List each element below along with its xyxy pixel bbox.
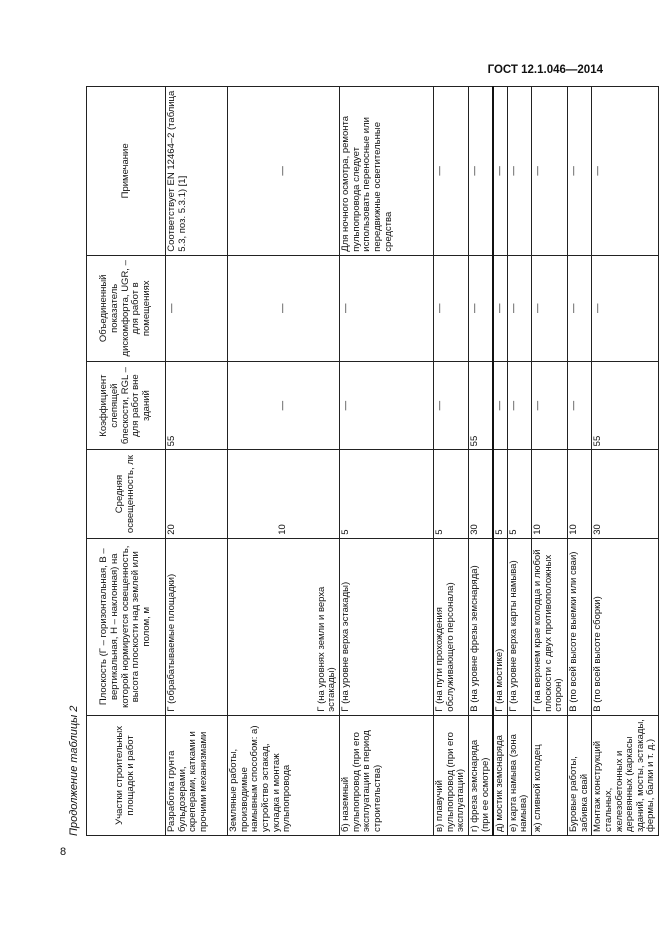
cell-ugr: — — [468, 255, 493, 361]
cell-note: — — [532, 87, 568, 256]
page-number: 8 — [60, 846, 67, 858]
cell-illuminance: 30 — [468, 450, 493, 538]
cell-glare: 55 — [166, 361, 228, 449]
cell-illuminance: 10 — [532, 450, 568, 538]
cell-plane: В (по всей высоте сборки) — [592, 538, 659, 715]
cell-ugr: — — [493, 255, 507, 361]
rotated-table-block — [68, 86, 657, 836]
cell-ugr: — — [592, 255, 659, 361]
cell-glare: — — [340, 361, 434, 449]
cell-glare: 55 — [592, 361, 659, 449]
cell-ugr: — — [340, 255, 434, 361]
cell-plane: Г (на уровнях земли и верха эстакады) — [228, 538, 340, 715]
cell-ugr: — — [532, 255, 568, 361]
table-row — [507, 87, 531, 836]
header-cell: Средняя освещенность, лк — [87, 450, 166, 538]
cell-ugr: — — [568, 255, 592, 361]
cell-area: г) фреза земснаряда (при ее осмотре) — [468, 715, 493, 835]
cell-glare: 55 — [468, 361, 493, 449]
cell-glare: — — [532, 361, 568, 449]
cell-area: д) мостик земснаряда — [493, 715, 507, 835]
cell-area: Монтаж конструкций стальных, железобетонных и деревянных (каркасы зданий, мосты, эстакады, фермы, балки и т. д.) — [592, 715, 659, 835]
cell-area: ж) сливной колодец — [532, 715, 568, 835]
cell-illuminance: 20 — [166, 450, 228, 538]
table-row — [532, 87, 568, 836]
cell-area: Буровые работы, забивка свай — [568, 715, 592, 835]
cell-note: — — [228, 87, 340, 256]
table-row — [434, 87, 469, 836]
cell-plane: Г (на мостике) — [493, 538, 507, 715]
cell-illuminance: 30 — [592, 450, 659, 538]
lighting-table — [86, 86, 659, 836]
table-row — [166, 87, 228, 836]
cell-area: е) карта намыва (зона намыва) — [507, 715, 531, 835]
table-row — [228, 87, 340, 836]
cell-area: в) плавучий пульпопровод (при его эксплуатации) — [434, 715, 469, 835]
header-cell: Объединенный показатель дискомфорта, UGR, – для работ в помещениях — [87, 255, 166, 361]
cell-illuminance: 5 — [434, 450, 469, 538]
table-row — [468, 87, 493, 836]
cell-glare: — — [228, 361, 340, 449]
table-row — [340, 87, 434, 836]
header-cell: Коэффициент слепящей блескости, RGL – для работ вне зданий — [87, 361, 166, 449]
table-row — [493, 87, 507, 836]
cell-plane: Г (на уровне верха эстакады) — [340, 538, 434, 715]
table-row — [592, 87, 659, 836]
cell-note: Соответствует EN 12464–2 (таблица 5.3, поз. 5.3.1) [1] — [166, 87, 228, 256]
table-row — [568, 87, 592, 836]
cell-glare: — — [493, 361, 507, 449]
cell-glare: — — [434, 361, 469, 449]
cell-note: — — [507, 87, 531, 256]
cell-area: Земляные работы, производимые намывным способом: а) устройство эстакад, укладка и монтаж пульпопровода — [228, 715, 340, 835]
cell-ugr: — — [166, 255, 228, 361]
table-header-row — [87, 87, 166, 836]
cell-illuminance: 5 — [507, 450, 531, 538]
cell-illuminance: 10 — [568, 450, 592, 538]
cell-plane: В (на уровне фрезы земснаряда) — [468, 538, 493, 715]
header-cell: Примечание — [87, 87, 166, 256]
cell-note: — — [434, 87, 469, 256]
cell-illuminance: 5 — [493, 450, 507, 538]
table-caption: Продолжение таблицы 2 — [68, 705, 80, 836]
cell-note: Для ночного осмотра, ремонта пульпопровода следует использовать переносные или передвижные осветительные средства — [340, 87, 434, 256]
cell-ugr: — — [228, 255, 340, 361]
cell-note: — — [493, 87, 507, 256]
cell-area: Разработка грунта бульдозерами, скреперами, катками и прочими механизмами — [166, 715, 228, 835]
cell-ugr: — — [507, 255, 531, 361]
cell-area: б) наземный пульпопровод (при его эксплуатации в период строительства) — [340, 715, 434, 835]
cell-ugr: — — [434, 255, 469, 361]
cell-glare: — — [507, 361, 531, 449]
cell-plane: Г (на уровне верха карты намыва) — [507, 538, 531, 715]
cell-plane: Г (на пути прохождения обслуживающего персонала) — [434, 538, 469, 715]
cell-note: — — [568, 87, 592, 256]
header-cell: Плоскость (Г – горизонтальная, В – вертикальная, Н – наклонная) на которой нормируется освещенность, высота плоскости над землей или полом, м — [87, 538, 166, 715]
cell-illuminance: 5 — [340, 450, 434, 538]
cell-glare: — — [568, 361, 592, 449]
cell-plane: В (по всей высоте выемки или сваи) — [568, 538, 592, 715]
cell-plane: Г (обрабатываемые площадки) — [166, 538, 228, 715]
cell-note: — — [592, 87, 659, 256]
cell-plane: Г (на верхнем крае колодца и любой плоскости с двух противоположных сторон) — [532, 538, 568, 715]
cell-note: — — [468, 87, 493, 256]
header-cell: Участки строительных площадок и работ — [87, 715, 166, 835]
document-header: ГОСТ 12.1.046—2014 — [487, 64, 603, 76]
cell-illuminance: 10 — [228, 450, 340, 538]
